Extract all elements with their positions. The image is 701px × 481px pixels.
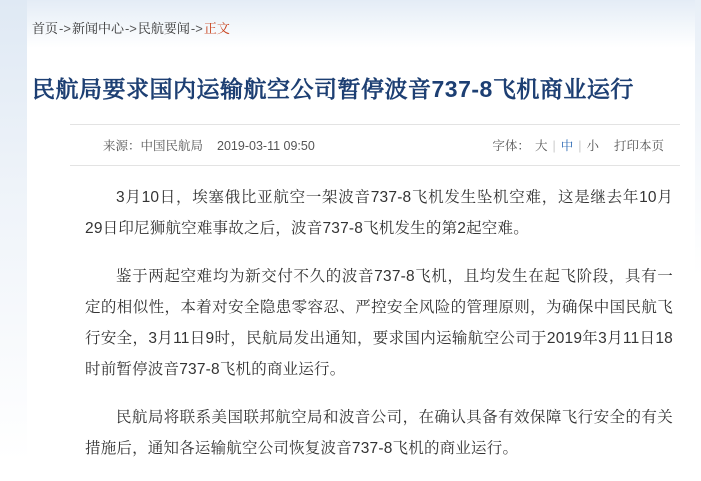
article-body [85, 182, 673, 481]
breadcrumb [32, 18, 230, 37]
fontsize-large-button[interactable]: 大 [534, 139, 548, 153]
article-paragraph: 鉴于两起空难均为新交付不久的波音737-8飞机，且均发生在起飞阶段，具有一定的相似性，本着对安全隐患零容忍、严控安全风险的管理原则，为确保中国民航飞行安全，3月11日9时，民航局发出通知，要求国内运输航空公司于2019年3月11日18时前暂停波音737-8飞机的商业运行。 [85, 268, 673, 378]
source-value: 中国民航局 [140, 139, 204, 153]
article-paragraph: 3月10日，埃塞俄比亚航空一架波音737-8飞机发生坠机空难，这是继去年10月29日印尼狮航空难事故之后，波音737-8飞机发生的第2起空难。 [85, 189, 673, 237]
article-source-info [103, 136, 315, 154]
breadcrumb-item-news-center[interactable]: 新闻中心 [71, 21, 124, 36]
source-label: 来源： [103, 139, 141, 153]
print-page-button[interactable]: 打印本页 [613, 139, 664, 153]
page-content [27, 0, 695, 461]
page-title: 民航局要求国内运输航空公司暂停波音737-8飞机商业运行 [32, 76, 634, 103]
article-paragraph: 民航局将联系美国联邦航空局和波音公司，在确认具备有效保障飞行安全的有关措施后，通知各运输航空公司恢复波音737-8飞机的商业运行。 [85, 409, 673, 457]
page-left-decoration [0, 0, 27, 461]
fontsize-label: 字体： [492, 139, 530, 153]
breadcrumb-separator: -> [124, 21, 137, 36]
tools-divider: | [578, 139, 582, 153]
breadcrumb-separator: -> [59, 21, 71, 36]
publish-datetime: 2019-03-11 09:50 [217, 139, 315, 153]
breadcrumb-item-current: 正文 [203, 21, 230, 36]
breadcrumb-item-home[interactable]: 首页 [32, 21, 59, 36]
tools-divider: | [552, 139, 556, 153]
page-right-decoration [695, 0, 701, 461]
breadcrumb-item-civil-aviation-news[interactable]: 民航要闻 [137, 21, 190, 36]
breadcrumb-separator: -> [190, 21, 203, 36]
article-tools [492, 136, 664, 154]
fontsize-medium-button[interactable]: 中 [560, 139, 574, 153]
fontsize-small-button[interactable]: 小 [586, 139, 599, 153]
article-meta-bar [70, 124, 680, 166]
